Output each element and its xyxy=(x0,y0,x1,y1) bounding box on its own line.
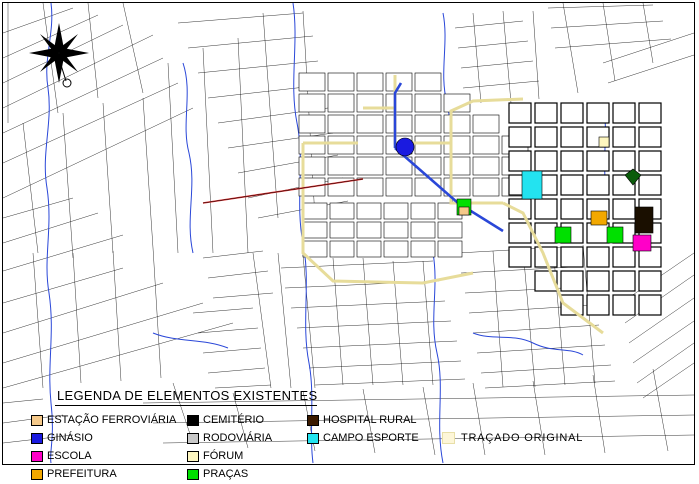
legend-hospital-rural[interactable] xyxy=(307,412,419,429)
marker-prefeitura xyxy=(591,211,607,225)
legend-campo-esporte-label: CAMPO ESPORTE xyxy=(323,432,419,444)
legend-tracado-original-swatch xyxy=(442,432,455,444)
legend-ginasio-swatch xyxy=(31,433,43,444)
legend-pracas-swatch xyxy=(187,469,199,480)
legend-column-3 xyxy=(307,412,419,448)
legend-ginasio-label: GINÁSIO xyxy=(47,432,93,444)
legend-tracado-original-label: TRAÇADO ORIGINAL xyxy=(461,432,584,444)
legend-ginasio[interactable] xyxy=(31,430,176,447)
marker-cemiterio xyxy=(635,207,653,233)
legend-prefeitura-swatch xyxy=(31,469,43,480)
legend-column-1 xyxy=(31,412,176,484)
marker-estacao-ferroviaria xyxy=(459,207,469,215)
legend-escola-label: ESCOLA xyxy=(47,450,92,462)
legend-rodoviaria-label: RODOVIÁRIA xyxy=(203,432,273,444)
legend-forum-label: FÓRUM xyxy=(203,450,244,462)
legend-column-2 xyxy=(187,412,272,484)
legend-hospital-rural-label: HOSPITAL RURAL xyxy=(323,414,417,426)
legend-rodoviaria-swatch xyxy=(187,433,199,444)
legend-campo-esporte[interactable] xyxy=(307,430,419,447)
map-legend xyxy=(27,388,672,480)
marker-campo-esporte xyxy=(522,171,542,199)
legend-hospital-rural-swatch xyxy=(307,415,319,426)
legend-prefeitura[interactable] xyxy=(31,466,176,483)
marker-praca-3 xyxy=(607,227,623,243)
legend-forum[interactable] xyxy=(187,448,272,465)
legend-escola-swatch xyxy=(31,451,43,462)
legend-title: LEGENDA DE ELEMENTOS EXISTENTES xyxy=(57,388,318,403)
marker-forum xyxy=(599,137,609,147)
north-compass-rose xyxy=(21,19,101,99)
legend-estacao-ferroviaria-label: ESTAÇÃO FERROVIÁRIA xyxy=(47,414,177,426)
legend-prefeitura-label: PREFEITURA xyxy=(47,468,117,480)
legend-tracado-original[interactable] xyxy=(442,432,583,444)
legend-campo-esporte-swatch xyxy=(307,433,319,444)
legend-estacao-ferroviaria-swatch xyxy=(31,415,43,426)
legend-title-rule xyxy=(55,405,317,406)
legend-estacao-ferroviaria[interactable] xyxy=(31,412,176,429)
legend-forum-swatch xyxy=(187,451,199,462)
marker-ginasio xyxy=(396,138,414,156)
map-frame xyxy=(2,2,695,480)
legend-pracas-label: PRAÇAS xyxy=(203,468,249,480)
legend-escola[interactable] xyxy=(31,448,176,465)
legend-pracas[interactable] xyxy=(187,466,272,483)
marker-praca-2 xyxy=(555,227,571,243)
legend-cemiterio-swatch xyxy=(187,415,199,426)
legend-cemiterio[interactable] xyxy=(187,412,272,429)
legend-cemiterio-label: CEMITÉRIO xyxy=(203,414,265,426)
legend-rodoviaria[interactable] xyxy=(187,430,272,447)
marker-escola xyxy=(633,235,651,251)
